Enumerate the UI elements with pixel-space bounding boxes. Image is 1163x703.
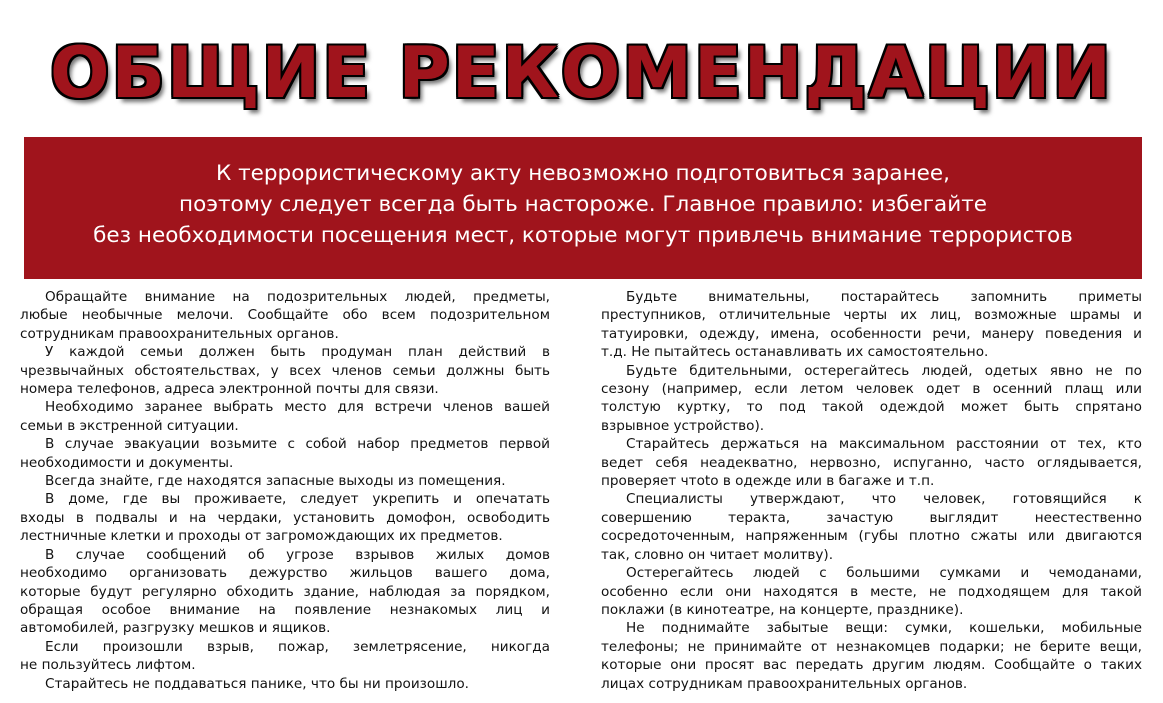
paragraph-line: В случае сообщений об угрозе взрывов жилых домов [45, 546, 550, 563]
paragraph [20, 472, 550, 490]
paragraph-line: обращая особое внимание на появление незнакомых лиц и [20, 601, 550, 618]
paragraph [601, 490, 1142, 564]
paragraph-line: Не поднимайте забытые вещи: сумки, кошельки, мобильные [626, 620, 1142, 637]
paragraph-line: Всегда знайте, где находятся запасные выходы из помещения. [45, 473, 506, 490]
paragraph-line: ведет себя неадекватно, нервозно, испуганно, часто оглядывается, [601, 454, 1142, 471]
paragraph [20, 288, 550, 343]
paragraph-line: необходимости и документы. [20, 454, 234, 471]
page-title: ОБЩИЕ РЕКОМЕНДАЦИИ [50, 32, 1113, 114]
paragraph-line: номера телефонов, адреса электронной почты для связи. [20, 381, 439, 398]
paragraph-line: Специалисты утверждают, что человек, готовящийся к [626, 491, 1142, 508]
paragraph-line: не пользуйтесь лифтом. [20, 657, 196, 674]
paragraph [20, 675, 550, 693]
paragraph-line: семьи в экстренной ситуации. [20, 417, 239, 434]
banner-line: поэтому следует всегда быть настороже. Главное правило: избегайте [179, 192, 987, 217]
paragraph-line: У каждой семьи должен быть продуман план действий в [45, 344, 550, 361]
right-column [601, 288, 1142, 693]
paragraph [20, 435, 550, 472]
banner-line: К террористическому акту невозможно подготовиться заранее, [216, 161, 950, 186]
paragraph-line: совершению теракта, зачастую выглядит неестественно [601, 509, 1142, 526]
paragraph-line: В случае эвакуации возьмите с собой набор предметов первой [45, 436, 550, 453]
paragraph [20, 638, 550, 675]
paragraph-line: лицах сотрудникам правоохранительных органов. [601, 675, 968, 692]
paragraph-line: чрезвычайных обстоятельствах, у всех членов семьи должны быть [20, 362, 550, 379]
paragraph-line: входы в подвалы и на чердаки, установить домофон, освободить [20, 509, 550, 526]
paragraph-line: сезону (например, если летом человек одет в осенний плащ или [601, 381, 1142, 398]
paragraph-line: автомобилей, разгрузку мешков и ящиков. [20, 620, 331, 637]
paragraph [20, 398, 550, 435]
left-column [20, 288, 550, 693]
paragraph-line: В доме, где вы проживаете, следует укрепить и опечатать [45, 491, 550, 508]
paragraph-line: которые они просят вас передать другим людям. Сообщайте о таких [601, 657, 1142, 674]
paragraph-line: Если произошли взрыв, пожар, землетрясение, никогда [45, 638, 550, 655]
paragraph-line: необходимо организовать дежурство жильцов вашего дома, [20, 565, 550, 582]
paragraph-line: Будьте бдительными, остерегайтесь людей, одетых явно не по [626, 362, 1142, 379]
paragraph-line: Необходимо заранее выбрать место для встречи членов вашей [45, 399, 550, 416]
paragraph [601, 362, 1142, 436]
paragraph-line: преступников, отличительные черты их лиц, возможные шрамы и [601, 307, 1142, 324]
paragraph-line: сосредоточенным, напряженным (губы плотно сжаты или двигаются [601, 528, 1142, 545]
paragraph [20, 490, 550, 545]
paragraph-line: т.д. Не пытайтесь останавливать их самостоятельно. [601, 344, 989, 361]
paragraph-line: так, словно он читает молитву). [601, 546, 834, 563]
paragraph-line: толстую куртку, то под такой одеждой может быть спрятано [601, 399, 1142, 416]
paragraph [601, 564, 1142, 619]
paragraph [601, 288, 1142, 362]
paragraph-line: Остерегайтесь людей с большими сумками и чемоданами, [626, 565, 1142, 582]
paragraph-line: Старайтесь не поддаваться панике, что бы ни произошло. [45, 675, 469, 692]
main-rule-banner [24, 137, 1142, 279]
paragraph [20, 343, 550, 398]
paragraph-line: телефоны; не принимайте от незнакомцев подарки; не берите вещи, [601, 638, 1142, 655]
paragraph-line: проверяет чтоto в одежде или в багаже и т.п. [601, 473, 935, 490]
paragraph-line: татуировки, одежду, имена, особенности речи, манеру поведения и [601, 325, 1142, 342]
paragraph-line: которые будут регулярно обходить здание, наблюдая за порядком, [20, 583, 550, 600]
paragraph [601, 619, 1142, 693]
paragraph-line: поклажи (в кинотеатре, на концерте, празднике). [601, 601, 964, 618]
paragraph-line: взрывное устройство). [601, 417, 765, 434]
paragraph-line: особенно если они находятся в месте, не подходящем для такой [601, 583, 1142, 600]
banner-line: без необходимости посещения мест, которые могут привлечь внимание террористов [93, 223, 1073, 248]
paragraph-line: Старайтесь держаться на максимальном расстоянии от тех, кто [626, 436, 1142, 453]
paragraph [601, 435, 1142, 490]
paragraph-line: Обращайте внимание на подозрительных людей, предметы, [45, 289, 550, 305]
paragraph-line: лестничные клетки и проходы от загромождающих их предметов. [20, 528, 503, 545]
paragraph-line: Будьте внимательны, постарайтесь запомнить приметы [626, 289, 1142, 305]
paragraph [20, 546, 550, 638]
paragraph-line: сотрудникам правоохранительных органов. [20, 325, 339, 342]
paragraph-line: любые необычные мелочи. Сообщайте обо всем подозрительном [20, 307, 550, 324]
